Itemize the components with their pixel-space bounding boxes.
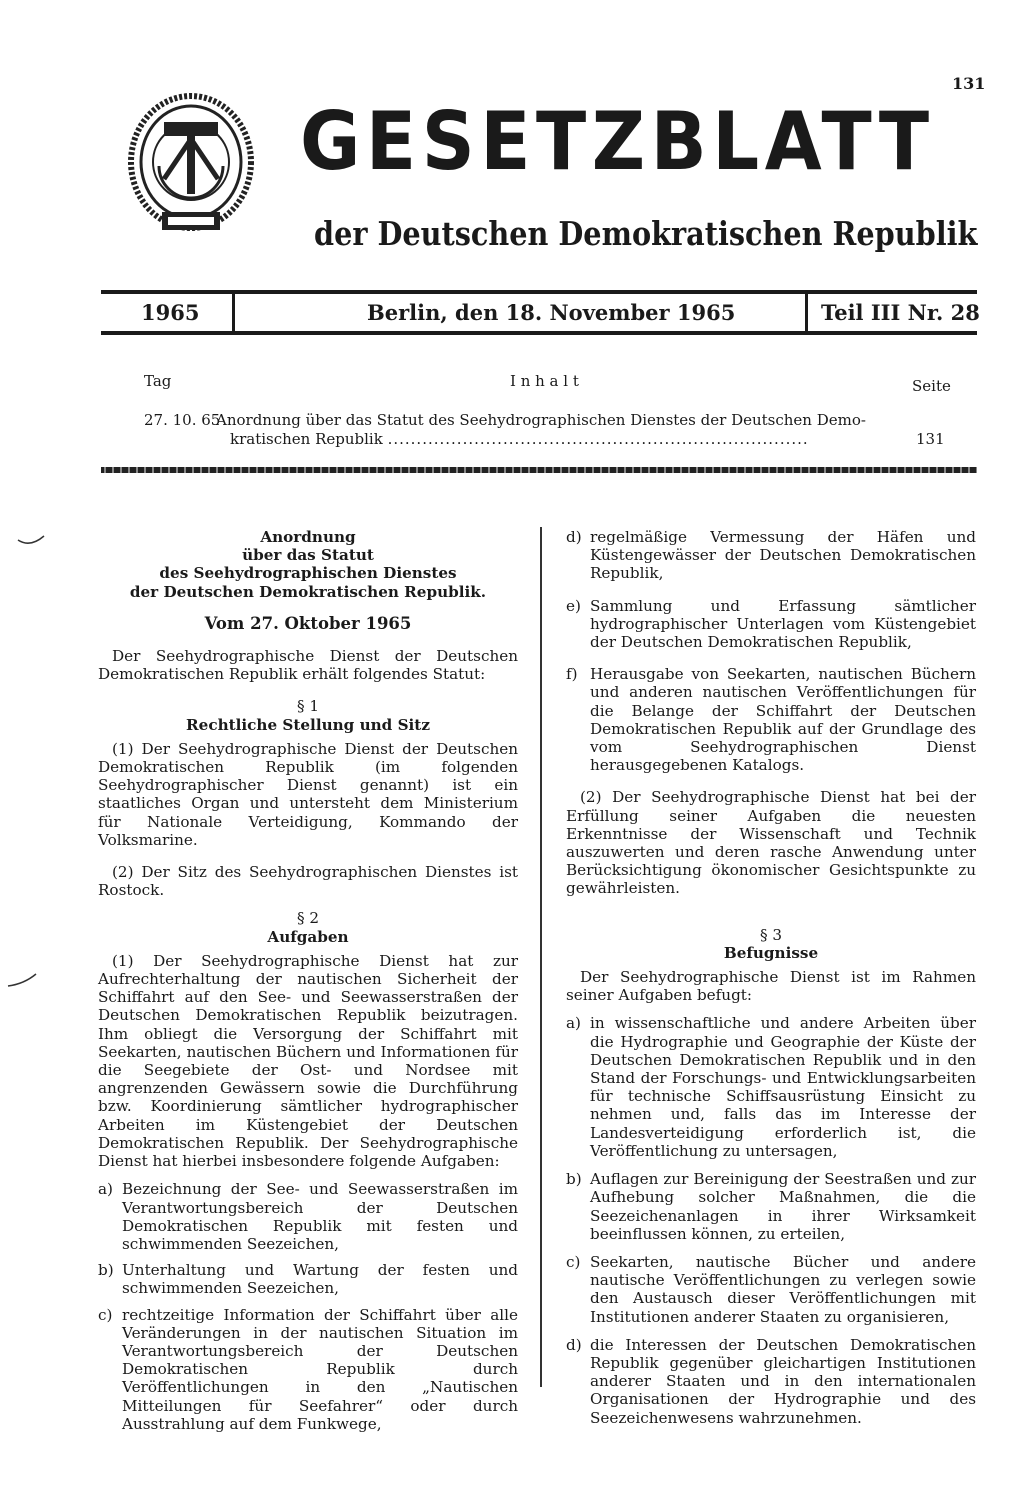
list-item: c) Seekarten, nautische Bücher und andere nautische Veröffentlichungen zu verlegen sowie den Austausch dieser Veröffentlichungen mit Institutionen anderer Staaten zu organisieren, xyxy=(566,1252,976,1326)
section-2-title: Aufgaben xyxy=(267,927,349,946)
right-column xyxy=(566,528,976,1435)
issue-year: 1965 xyxy=(141,300,200,325)
article-intro: Der Seehydrographische Dienst der Deutschen Demokratischen Republik erhält folgendes Statut: xyxy=(98,647,518,684)
list-item: f) Herausgabe von Seekarten, nautischen Büchern und anderen nautischen Veröffentlichungen für die Belange der Schiffahrt der Deutschen Demokratischen Republik auf der Grundlage des vom Seehydrographischen Dienst herausgegebenen Katalogs. xyxy=(566,665,976,775)
page-number: 131 xyxy=(952,74,986,93)
toc-entry-line1: Anordnung über das Statut des Seehydrographischen Dienstes der Deutschen Demo- xyxy=(216,411,866,429)
state-emblem-icon xyxy=(124,84,258,244)
toc-col-page: Seite xyxy=(912,377,951,395)
section-1-para-2: (2) Der Sitz des Seehydrographischen Dienstes ist Rostock. xyxy=(98,863,518,900)
section-3-intro: Der Seehydrographische Dienst ist im Rahmen seiner Aufgaben befugt: xyxy=(566,968,976,1005)
list-item: d) regelmäßige Vermessung der Häfen und Küstengewässer der Deutschen Demokratischen Republik, xyxy=(566,528,976,583)
section-2-number: § 2 xyxy=(296,909,320,928)
masthead-title: GESETZBLATT xyxy=(300,95,935,188)
toc-entry xyxy=(216,411,866,449)
section-3-number: § 3 xyxy=(759,925,783,944)
section-1-para-1: (1) Der Seehydrographische Dienst der Deutschen Demokratischen Republik (im folgenden Seehydrographischer Dienst genannt) ist ein staatliches Organ und untersteht dem Ministerium für Nationale Verteidigung, Kommando der Volksmarine. xyxy=(98,739,518,849)
issue-date-line: Berlin, den 18. November 1965 xyxy=(367,300,736,325)
section-1-number: § 1 xyxy=(296,697,320,716)
section-2-para-1: (1) Der Seehydrographische Dienst hat zur Aufrechterhaltung der nautischen Sicherheit der Schiffahrt auf den See- und Seewasserstraßen der Deutschen Demokratischen Republik beizutragen. Ihm obliegt die Versorgung der Schiffahrt mit Seekarten, nautischen Büchern und Informationen für die Seegebiete der Ost- und Nordsee mit angrenzenden Gewässern sowie die Durchführung bzw. Koordinierung sämtlicher hydrographischer Arbeiten im Küstengebiet der Deutschen Demokratischen Republik. Der Seehydrographische Dienst hat hierbei insbesondere folgende Aufgaben: xyxy=(98,951,518,1171)
issue-bar xyxy=(101,290,980,335)
margin-pen-mark-icon xyxy=(16,532,48,552)
toc-entry-date: 27. 10. 65 xyxy=(144,411,221,429)
toc-col-content: I n h a l t xyxy=(510,372,579,390)
list-item: c) rechtzeitige Information der Schiffahrt über alle Veränderungen in der nautischen Situation im Verantwortungsbereich der Deutschen Demokratischen Republik durch Veröffentlichungen in den „Nautischen Mitteilungen für Seefahrer“ oder durch Ausstrahlung auf dem Funkwege, xyxy=(98,1305,518,1433)
list-item: a) in wissenschaftliche und andere Arbeiten über die Hydrographie und Geographie der Küste der Deutschen Demokratischen Republik und in den Stand der Forschungs- und Entwicklungsarbeiten für technische Schiffsausrüstung Einsicht zu nehmen und, falls das im Interesse der Landesverteidigung erforderlich ist, die Veröffentlichung zu untersagen, xyxy=(566,1014,976,1160)
column-divider xyxy=(540,527,542,1387)
article-title-line3: des Seehydrographischen Dienstes xyxy=(159,564,457,583)
toc-entry-line2: kratischen Republik xyxy=(230,430,383,448)
masthead-subtitle: der Deutschen Demokratischen Republik xyxy=(314,214,978,253)
toc-rule xyxy=(101,467,977,473)
section-1-title: Rechtliche Stellung und Sitz xyxy=(186,715,430,734)
toc-entry-page: 131 xyxy=(916,430,945,448)
section-3-title: Befugnisse xyxy=(723,943,819,962)
toc-leader-dots: ......................................................................... xyxy=(387,430,809,448)
list-item: b) Unterhaltung und Wartung der festen und schwimmenden Seezeichen, xyxy=(98,1261,518,1298)
list-item: a) Bezeichnung der See- und Seewasserstraßen im Verantwortungsbereich der Deutschen Demokratischen Republik mit festen und schwimmenden Seezeichen, xyxy=(98,1180,518,1253)
toc-col-day: Tag xyxy=(144,372,172,390)
section-2-para-2: (2) Der Seehydrographische Dienst hat bei der Erfüllung seiner Aufgaben die neuesten Erkenntnisse der Wissenschaft und Technik auszuwerten und deren rasche Anwendung unter Berücksichtigung ökonomischer Gesichtspunkte zu gewährleisten. xyxy=(566,788,976,898)
list-item: d) die Interessen der Deutschen Demokratischen Republik gegenüber gleichartigen Institutionen anderer Staaten und in den internationalen Organisationen der Hydrographie und des Seezeichenwesens wahrzunehmen. xyxy=(566,1335,976,1427)
article-date: Vom 27. Oktober 1965 xyxy=(204,613,412,633)
margin-pen-mark-icon xyxy=(6,972,40,992)
article-title-line2: über das Statut xyxy=(242,546,374,565)
article-title-line4: der Deutschen Demokratischen Republik. xyxy=(129,582,487,601)
left-column xyxy=(98,528,518,1441)
list-item: b) Auflagen zur Bereinigung der Seestraßen und zur Aufhebung solcher Maßnahmen, die die Seezeichenanlagen in ihrer Wirksamkeit beeinflussen können, zu erteilen, xyxy=(566,1170,976,1243)
list-item: e) Sammlung und Erfassung sämtlicher hydrographischer Unterlagen vom Küstengebiet der Deutschen Demokratischen Republik, xyxy=(566,596,976,652)
article-title-line1: Anordnung xyxy=(260,528,356,546)
issue-part: Teil III Nr. 28 xyxy=(821,300,980,325)
